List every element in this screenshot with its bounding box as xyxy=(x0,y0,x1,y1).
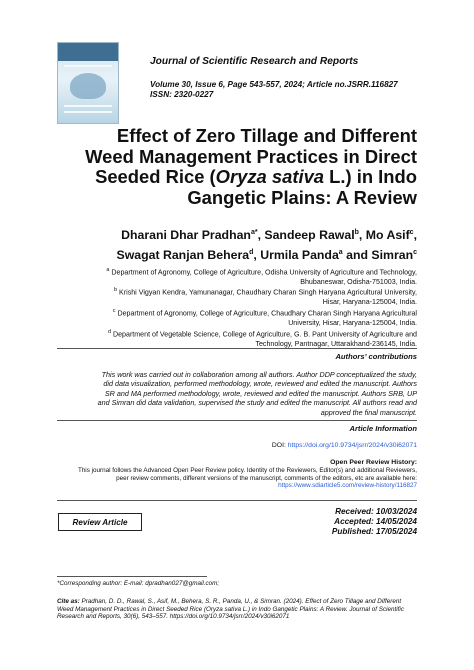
title-line: Effect of Zero Tillage and Different xyxy=(116,125,417,146)
cover-graphic xyxy=(70,73,106,99)
contributions-text: This work was carried out in collaboration among all authors. Author DDP conceptualized the study, did data visualization, performed methodology, wrote, reviewed and edited the manuscript. Authors SR and MA performed methodology, wrote, reviewed and edited the manuscript. Authors SRB, UP and Simran did data validation, supervised the study and edited the manuscript. All authors read and approved the final manuscript. xyxy=(97,370,417,417)
article-info-heading: Article Information xyxy=(349,424,417,433)
corresponding-author: *Corresponding author: E-mail: dpradhan027@gmail.com; xyxy=(57,580,220,587)
footnote-divider xyxy=(57,576,207,577)
contributions-heading: Authors’ contributions xyxy=(335,352,417,361)
affiliation-d: $^d$ Department of Vegetable Science, College of Agriculture, G. B. Pant University of Agriculture and Technology, Pantnagar, Uttarakhand-236145, India. xyxy=(107,329,417,348)
article-title xyxy=(57,126,417,208)
cover-line xyxy=(64,105,112,107)
cite-label: Cite as: xyxy=(57,598,80,605)
publication-dates xyxy=(332,507,417,538)
author-name: , Sandeep Rawal xyxy=(257,228,355,243)
received-date: Received: 10/03/2024 xyxy=(335,507,417,516)
journal-volume: Volume 30, Issue 6, Page 543-557, 2024; Article no.JSRR.116827 xyxy=(150,80,398,89)
cover-line xyxy=(64,111,112,113)
author-name: Swagat Ranjan Behera xyxy=(116,248,250,263)
section-divider xyxy=(57,348,417,349)
affiliation-b: $^b$ Krishi Vigyan Kendra, Yamunanagar, Chaudhary Charan Singh Haryana Agricultural University, Hisar, Haryana-125004, India. xyxy=(113,287,417,306)
author-name: Dharani Dhar Pradhan xyxy=(121,228,251,243)
cover-header-band xyxy=(58,43,118,61)
published-date: Published: 17/05/2024 xyxy=(331,527,417,537)
author-list: Dharani Dhar Pradhan$^{a*}$, Sandeep Rawal$^b$, Mo Asif$^c$, Swagat Ranjan Behera$^d$, Urmila Panda$^a$ and Simran$^c$ xyxy=(116,228,417,263)
journal-cover-image xyxy=(57,42,119,124)
title-line: Weed Management Practices in Direct xyxy=(85,145,417,167)
doi-line xyxy=(272,442,417,449)
doi-label: DOI: xyxy=(271,442,288,449)
peer-review-text: This journal follows the Advanced Open Peer Review policy. Identity of the Reviewers, Editor(s) and additional Reviewers, peer review comments, different versions of the manuscript, comments of the editors, etc are available here: https://www.sdiarticle5.com/review-history/116827 xyxy=(77,467,417,490)
citation: Cite as: Pradhan, D. D., Rawal, S., Asif, M., Behera, S. R., Panda, U., & Simran. (2024). Effect of Zero Tillage and Different Weed Management Practices in Direct Seeded Rice (Oryza sativa L.) in Indo Gangetic Plains: A Review. Journal of Scientific Research and Reports, 30(6), 543–557. https://doi.org/10.9734/jsrr/2024/v30i62071 xyxy=(57,598,404,621)
author-name: and Simran xyxy=(342,248,414,263)
peer-review-heading: Open Peer Review History: xyxy=(330,459,417,466)
doi-link[interactable]: https://doi.org/10.9734/jsrr/2024/v30i62071 xyxy=(287,442,417,449)
title-line: Seeded Rice (Oryza sativa L.) in Indo xyxy=(95,166,417,187)
affiliation-a: $^a$ Department of Agronomy, College of Agriculture, Odisha University of Agriculture and Technology, Bhubaneswar, Odisha-751003, India. xyxy=(106,267,417,286)
author-name: , Mo Asif xyxy=(358,228,410,243)
review-history-link[interactable]: https://www.sdiarticle5.com/review-history/116827 xyxy=(278,482,417,490)
author-name: , Urmila Panda xyxy=(253,248,339,263)
article-type-badge: Review Article xyxy=(58,513,142,531)
section-divider xyxy=(57,420,417,421)
journal-issn: ISSN: 2320-0227 xyxy=(150,90,214,99)
accepted-date: Accepted: 14/05/2024 xyxy=(334,517,417,527)
journal-name: Journal of Scientific Research and Reports xyxy=(150,56,359,67)
affiliation-c: $^c$ Department of Agronomy, College of Agriculture, Chaudhary Charan Singh Haryana Agricultural University, Hisar, Haryana-125004, India. xyxy=(112,308,417,327)
cover-line xyxy=(64,65,112,67)
species-name: Oryza sativa xyxy=(215,166,325,187)
section-divider xyxy=(57,500,417,501)
title-line: Gangetic Plains: A Review xyxy=(187,186,417,208)
